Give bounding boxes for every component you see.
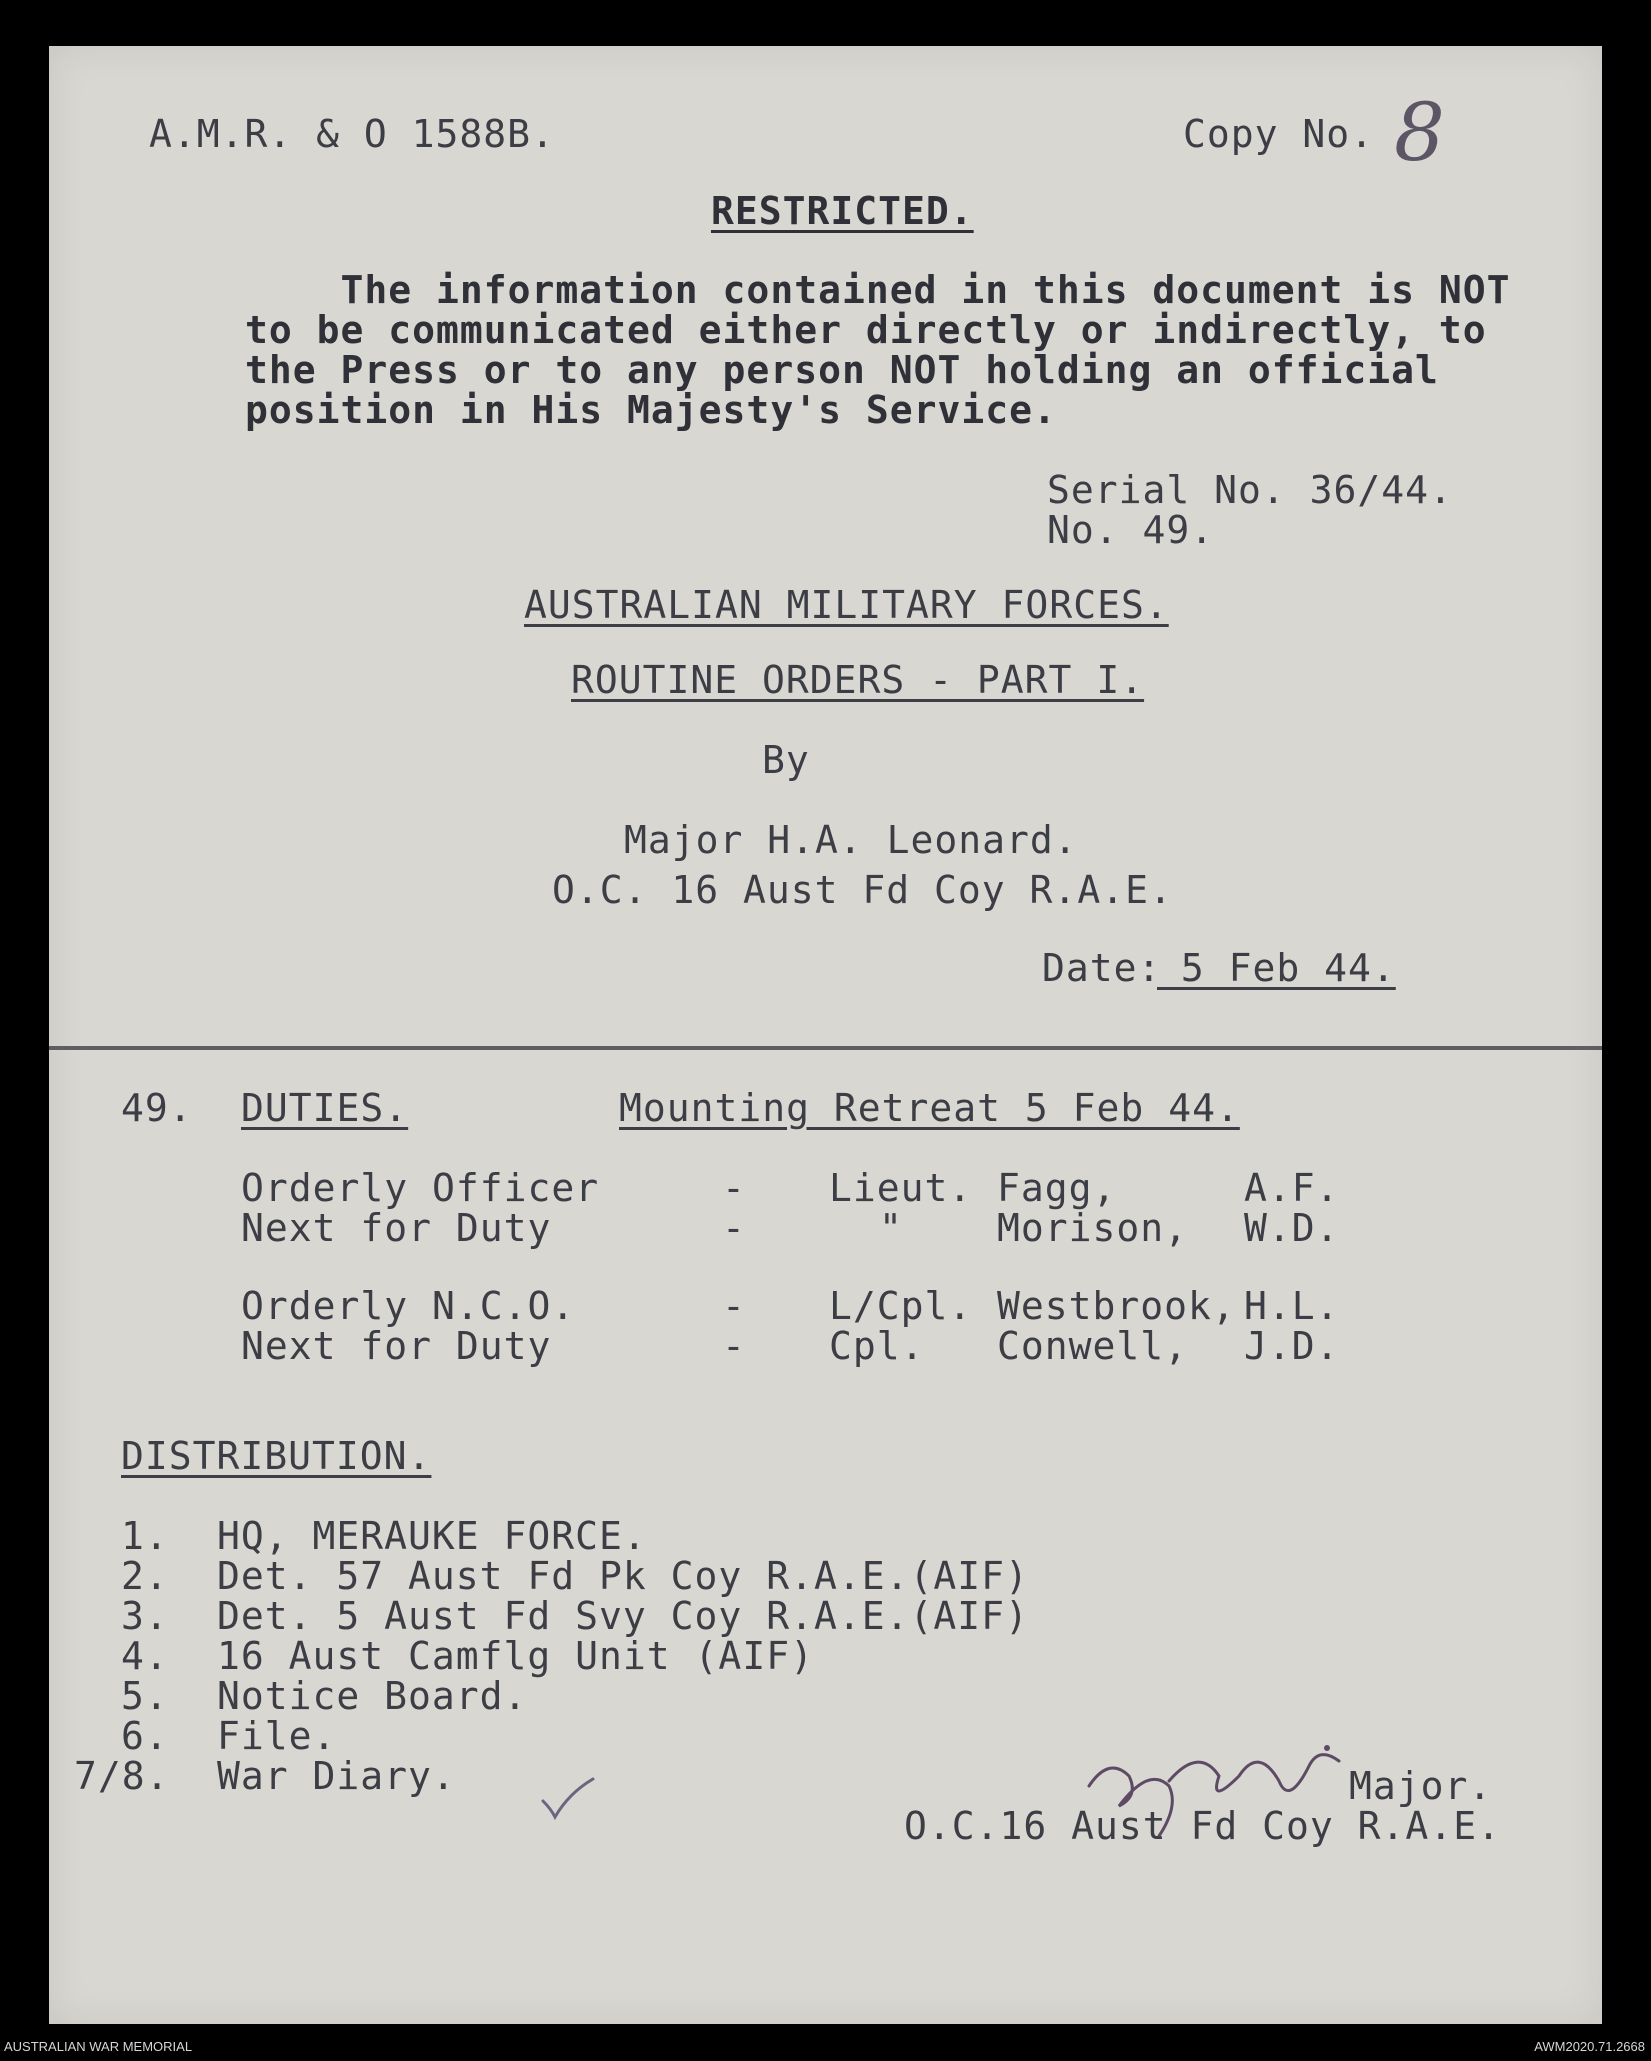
distribution-number: 3. <box>121 1594 169 1638</box>
footer-archive-label: AUSTRALIAN WAR MEMORIAL <box>4 2039 193 2054</box>
duty-name: Fagg, <box>997 1166 1117 1210</box>
distribution-text: Notice Board. <box>217 1674 528 1718</box>
distribution-text: Det. 5 Aust Fd Svy Coy R.A.E.(AIF) <box>217 1594 1029 1638</box>
by-label: By <box>762 738 810 782</box>
distribution-number: 7/8. <box>74 1754 170 1798</box>
duty-dash: - <box>722 1206 746 1250</box>
check-mark-icon <box>539 1773 599 1823</box>
duty-initials: J.D. <box>1244 1324 1340 1368</box>
duty-initials: H.L. <box>1244 1284 1340 1328</box>
document-page <box>49 46 1602 2024</box>
order-number: No. 49. <box>1047 508 1215 552</box>
duty-dash: - <box>722 1284 746 1328</box>
duty-role: Orderly N.C.O. <box>241 1284 576 1328</box>
distribution-text: File. <box>217 1714 337 1758</box>
distribution-number: 6. <box>121 1714 169 1758</box>
duty-name: Conwell, <box>997 1324 1189 1368</box>
section-divider <box>49 1046 1602 1050</box>
issuing-officer: Major H.A. Leonard. <box>624 818 1078 862</box>
duty-rank: " <box>879 1206 903 1250</box>
restriction-line-4: position in His Majesty's Service. <box>245 388 1057 432</box>
date-value: 5 Feb 44. <box>1157 946 1396 990</box>
restricted-heading: RESTRICTED. <box>711 189 974 233</box>
copy-label: Copy No. <box>1183 112 1375 156</box>
duty-name: Westbrook, <box>997 1284 1236 1328</box>
distribution-number: 2. <box>121 1554 169 1598</box>
duty-dash: - <box>722 1166 746 1210</box>
issuing-unit: O.C. 16 Aust Fd Coy R.A.E. <box>552 868 1173 912</box>
duty-role: Orderly Officer <box>241 1166 600 1210</box>
duty-role: Next for Duty <box>241 1324 552 1368</box>
distribution-text: 16 Aust Camflg Unit (AIF) <box>217 1634 814 1678</box>
copy-number-handwritten: 8 <box>1394 86 1445 179</box>
mounting-retreat: Mounting Retreat 5 Feb 44. <box>619 1086 1240 1130</box>
signatory-rank: Major. <box>1349 1764 1493 1808</box>
distribution-text: Det. 57 Aust Fd Pk Coy R.A.E.(AIF) <box>217 1554 1029 1598</box>
duties-heading: DUTIES. <box>241 1086 409 1130</box>
distribution-number: 1. <box>121 1514 169 1558</box>
duty-rank: Cpl. <box>829 1324 925 1368</box>
item-number: 49. <box>121 1086 193 1130</box>
duty-name: Morison, <box>997 1206 1189 1250</box>
duty-initials: A.F. <box>1244 1166 1340 1210</box>
distribution-text: War Diary. <box>217 1754 456 1798</box>
signatory-title: O.C.16 Aust Fd Coy R.A.E. <box>904 1804 1501 1848</box>
duty-rank: L/Cpl. <box>829 1284 973 1328</box>
duty-initials: W.D. <box>1244 1206 1340 1250</box>
duty-dash: - <box>722 1324 746 1368</box>
footer-archive-id: AWM2020.71.2668 <box>1534 2039 1645 2054</box>
distribution-number: 4. <box>121 1634 169 1678</box>
date-label: Date: <box>1042 946 1162 990</box>
restriction-line-1: The information contained in this document is NOT <box>245 268 1511 312</box>
serial-number: Serial No. 36/44. <box>1047 468 1453 512</box>
distribution-number: 5. <box>121 1674 169 1718</box>
restriction-line-3: the Press or to any person NOT holding an official <box>245 348 1439 392</box>
orders-title: ROUTINE ORDERS - PART I. <box>571 658 1145 702</box>
forces-title: AUSTRALIAN MILITARY FORCES. <box>524 583 1169 627</box>
duty-role: Next for Duty <box>241 1206 552 1250</box>
restriction-line-2: to be communicated either directly or indirectly, to <box>245 308 1487 352</box>
duty-rank: Lieut. <box>829 1166 973 1210</box>
distribution-heading: DISTRIBUTION. <box>121 1434 432 1478</box>
distribution-text: HQ, MERAUKE FORCE. <box>217 1514 647 1558</box>
reference-number: A.M.R. & O 1588B. <box>149 112 555 156</box>
